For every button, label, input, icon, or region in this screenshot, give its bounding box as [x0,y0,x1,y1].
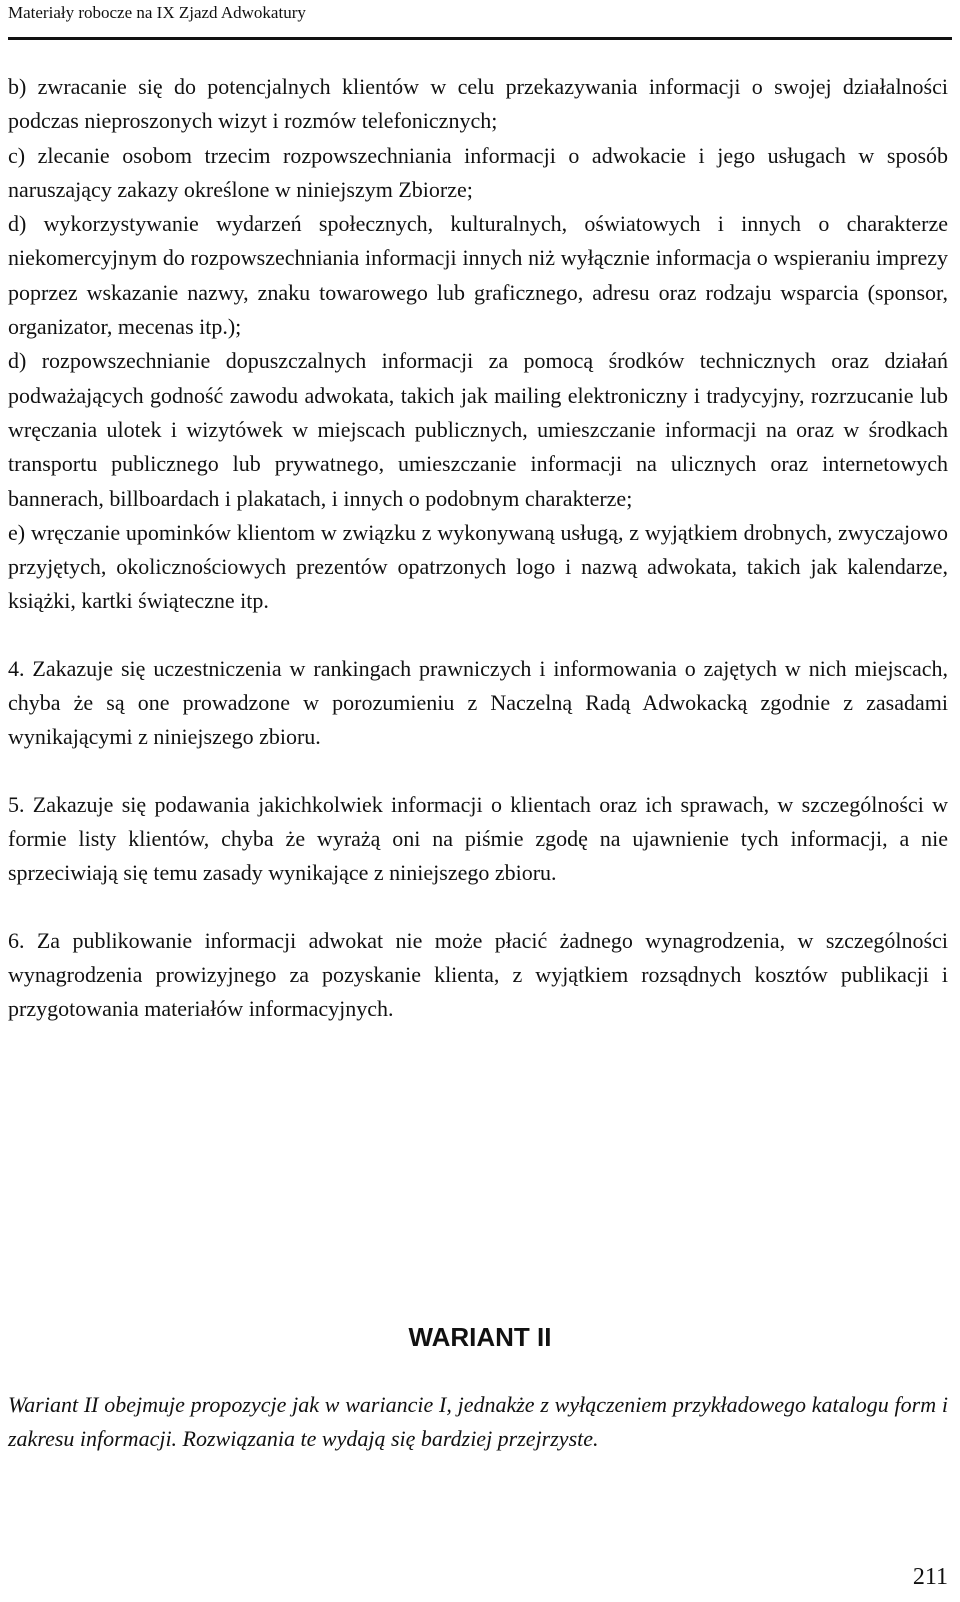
header-rule [8,37,952,40]
section-6: 6. Za publikowanie informacji adwokat nie może płacić żadnego wynagrodzenia, w szczególności wynagrodzenia prowizyjnego za pozyskanie klienta, z wyjątkiem rozsądnych kosztów publikacji i przygotowania materiałów informacyjnych. [8,927,948,1022]
variant-heading: WARIANT II [408,1322,552,1352]
list-item-d-techniques: d) rozpowszechnianie dopuszczalnych informacji za pomocą środków technicznych oraz działań podważających godność zawodu adwokata, takich jak mailing elektroniczny i tradycyjny, rozrzucanie lub wręczania ulotek i wizytówek w miejscach publicznych, umieszczanie informacji na oraz w środkach transportu publicznego lub prywatnego, umieszczanie informacji na ulicznych oraz internetowych bannerach, billboardach i plakatach, i innych o podobnym charakterze; [8,348,948,511]
body-text [8,70,948,1026]
variant-note: Wariant II obejmuje propozycje jak w wariancie I, jednakże z wyłączeniem przykładowego katalogu form i zakresu informacji. Rozwiązania te wydają się bardziej przejrzyste. [8,1392,948,1452]
list-item-c: c) zlecanie osobom trzecim rozpowszechniania informacji o adwokacie i jego usługach w sposób naruszający zakazy określone w niniejszym Zbiorze; [8,142,948,202]
running-header: Materiały robocze na IX Zjazd Adwokatury [8,3,306,22]
section-5: 5. Zakazuje się podawania jakichkolwiek informacji o klientach oraz ich sprawach, w szczególności w formie listy klientów, chyba że wyrażą oni na piśmie zgodę na ujawnienie tych informacji, a nie sprzeciwiają się temu zasady wynikające z niniejszego zbioru. [8,791,948,886]
list-item-d-events: d) wykorzystywanie wydarzeń społecznych, kulturalnych, oświatowych i innych o charakterze niekomercyjnym do rozpowszechniania informacji innych niż wyłącznie informacja o wspieraniu imprezy poprzez wskazanie nazwy, znaku towarowego lub graficznego, adresu oraz rodzaju wsparcia (sponsor, organizator, mecenas itp.); [8,211,948,340]
list-item-b: b) zwracanie się do potencjalnych klientów w celu przekazywania informacji o swojej działalności podczas nieproszonych wizyt i rozmów telefonicznych; [8,74,948,134]
page-number: 211 [912,1564,948,1590]
list-item-e: e) wręczanie upominków klientom w związku z wykonywaną usługą, z wyjątkiem drobnych, zwyczajowo przyjętych, okolicznościowych prezentów opatrzonych logo i nazwą adwokata, takich jak kalendarze, książki, kartki świąteczne itp. [8,519,948,614]
section-4: 4. Zakazuje się uczestniczenia w rankingach prawniczych i informowania o zajętych w nich miejscach, chyba że są one prowadzone w porozumieniu z Naczelną Radą Adwokacką zgodnie z zasadami wynikającymi z niniejszego zbioru. [8,655,948,750]
